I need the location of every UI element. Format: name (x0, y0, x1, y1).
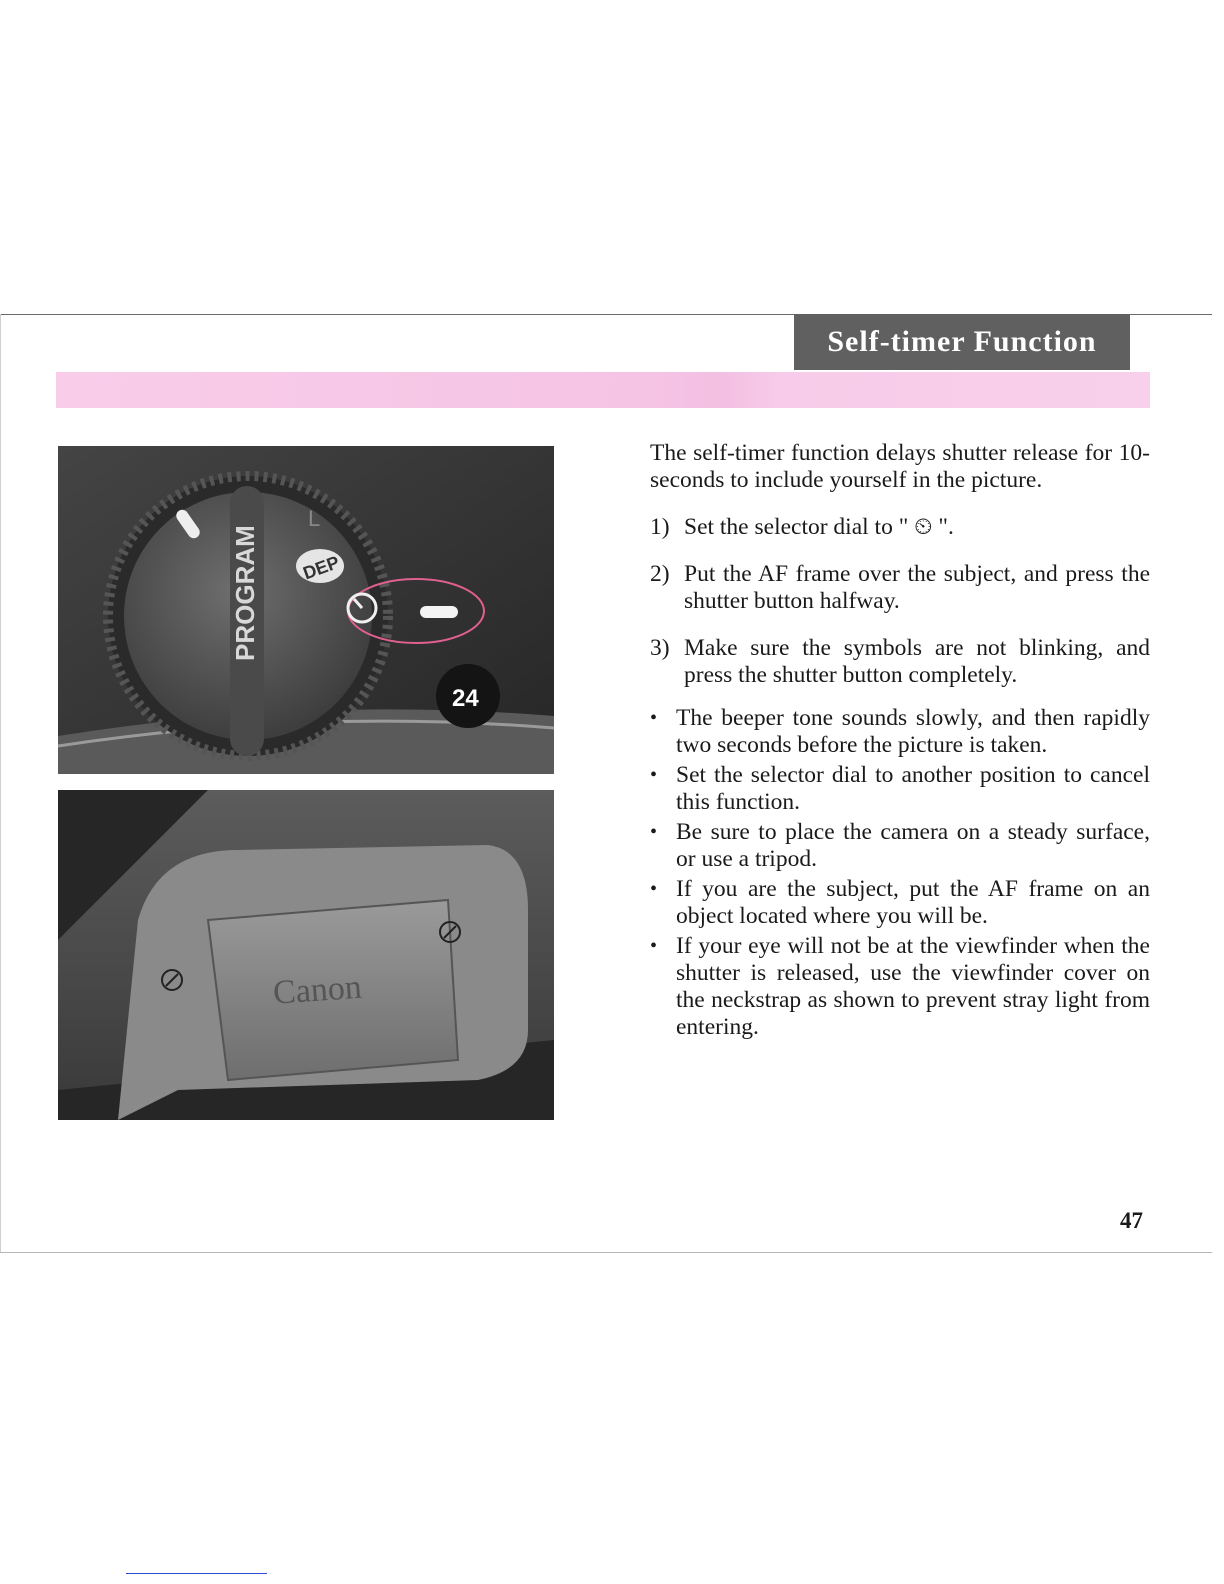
note-item (650, 876, 1150, 930)
step-item (650, 514, 1150, 541)
note-text: Set the selector dial to another position to cancel this function. (676, 762, 1150, 815)
bullet-icon: • (650, 878, 658, 900)
header-band (56, 372, 1150, 408)
bullet-icon: • (650, 764, 658, 786)
frame-line-left (0, 314, 1, 1252)
step-text: Make sure the symbols are not blinking, and press the shutter button completely. (684, 635, 1150, 688)
svg-text:24: 24 (452, 685, 479, 712)
steps-list (650, 514, 1150, 689)
note-item (650, 933, 1150, 1041)
step-text: Set the selector dial to " ⏲ ". (684, 514, 954, 540)
page-number: 47 (1120, 1208, 1143, 1233)
note-item (650, 819, 1150, 873)
body-text (650, 440, 1150, 1044)
viewfinder-cover-photo (58, 790, 554, 1120)
step-item (650, 561, 1150, 615)
step-item (650, 635, 1150, 689)
bullet-icon: • (650, 821, 658, 843)
section-title: Self-timer Function (794, 314, 1130, 370)
frame-counter (436, 664, 500, 728)
footer-rule (126, 1573, 267, 1574)
step-text: Put the AF frame over the subject, and press the shutter button halfway. (684, 561, 1150, 614)
note-text: If you are the subject, put the AF frame on an object located where you will be. (676, 876, 1150, 929)
svg-text:DEP: DEP (300, 551, 342, 584)
intro-paragraph: The self-timer function delays shutter release for 10-seconds to include yourself in the picture. (650, 440, 1150, 493)
cover-brand-label: Canon (271, 968, 363, 1012)
dial-program-label: PROGRAM (230, 525, 260, 661)
note-item (650, 705, 1150, 759)
bullet-icon: • (650, 935, 658, 957)
selector-dial-photo (58, 446, 554, 774)
note-text: The beeper tone sounds slowly, and then rapidly two seconds before the picture is taken. (676, 705, 1150, 758)
note-text: Be sure to place the camera on a steady surface, or use a tripod. (676, 819, 1150, 872)
step-number: 3) (650, 635, 670, 661)
frame-line-bottom (0, 1252, 1212, 1253)
note-text: If your eye will not be at the viewfinder when the shutter is released, use the viewfinder cover on the neckstrap as shown to prevent stray light from entering. (676, 933, 1150, 1040)
index-mark (420, 606, 458, 618)
bullet-icon: • (650, 707, 658, 729)
notes-list (650, 705, 1150, 1041)
step-number: 1) (650, 514, 670, 540)
dial-lock-label: L (308, 506, 321, 531)
step-number: 2) (650, 561, 670, 587)
note-item (650, 762, 1150, 816)
